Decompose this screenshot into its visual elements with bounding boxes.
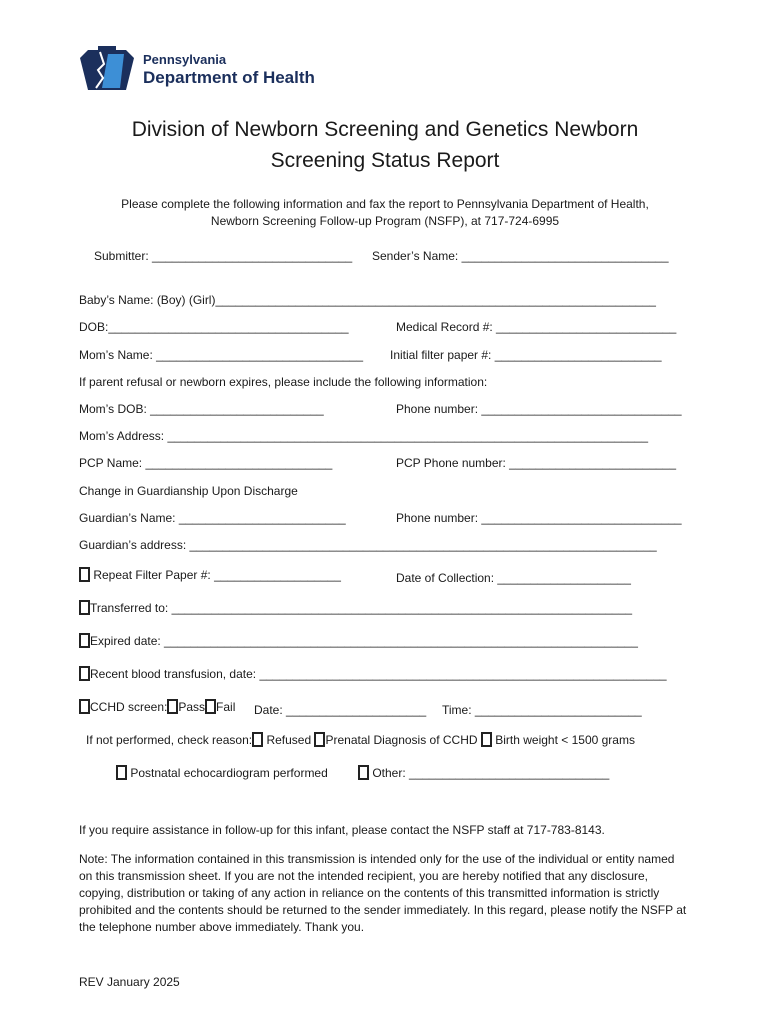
pcp-name-field[interactable]: PCP Name: ____________________________ — [79, 456, 333, 470]
moms-name-field[interactable]: Mom’s Name: _______________________________ — [79, 348, 364, 362]
postnatal-row — [116, 765, 328, 780]
pass-label: Pass — [178, 700, 206, 714]
moms-dob-field[interactable]: Mom’s DOB: __________________________ — [79, 402, 324, 416]
expired-checkbox[interactable] — [79, 633, 90, 648]
fail-label: Fail — [216, 700, 236, 714]
expired-label: Expired date: _______________________________________________________________________ — [90, 634, 638, 648]
cchd-checkbox[interactable] — [79, 699, 90, 714]
cchd-date-field[interactable]: Date: _____________________ — [254, 703, 427, 717]
other-label: Other: ______________________________ — [372, 766, 610, 780]
guardianship-label: Change in Guardianship Upon Discharge — [79, 484, 298, 498]
fail-checkbox[interactable] — [205, 699, 216, 714]
parent-refusal-label: If parent refusal or newborn expires, please include the following information: — [79, 375, 488, 389]
other-row — [358, 765, 609, 780]
repeat-filter-checkbox[interactable] — [79, 567, 90, 582]
postnatal-checkbox[interactable] — [116, 765, 127, 780]
medical-record-field[interactable]: Medical Record #: ___________________________ — [396, 320, 677, 334]
logo-line1: Pennsylvania — [143, 52, 227, 67]
not-performed-row — [86, 732, 635, 747]
postnatal-label: Postnatal echocardiogram performed — [130, 766, 328, 780]
blood-transfusion-label: Recent blood transfusion, date: _____________________________________________________________ — [90, 667, 667, 681]
initial-filter-field[interactable]: Initial filter paper #: _________________________ — [390, 348, 662, 362]
repeat-filter-label: Repeat Filter Paper #: ___________________ — [93, 568, 341, 582]
birth-weight-label: Birth weight < 1500 grams — [495, 733, 635, 747]
transferred-checkbox[interactable] — [79, 600, 90, 615]
transferred-row — [79, 600, 632, 615]
refused-checkbox[interactable] — [252, 732, 263, 747]
cchd-row — [79, 699, 235, 714]
blood-transfusion-row — [79, 666, 667, 681]
pcp-phone-field[interactable]: PCP Phone number: _________________________ — [396, 456, 677, 470]
expired-row — [79, 633, 638, 648]
page-title-line1: Division of Newborn Screening and Genetics Newborn — [131, 118, 639, 141]
assistance-text: If you require assistance in follow-up for this infant, please contact the NSFP staff at 717-783-8143. — [79, 823, 605, 837]
keystone-icon — [78, 44, 138, 94]
moms-address-field[interactable]: Mom’s Address: ________________________________________________________________________ — [79, 429, 648, 443]
senders-name-field[interactable]: Sender’s Name: _______________________________ — [372, 249, 669, 263]
pass-checkbox[interactable] — [167, 699, 178, 714]
blood-transfusion-checkbox[interactable] — [79, 666, 90, 681]
prenatal-checkbox[interactable] — [314, 732, 325, 747]
date-of-collection-field[interactable]: Date of Collection: ____________________ — [396, 571, 631, 585]
dob-field[interactable]: DOB:____________________________________ — [79, 320, 349, 334]
transferred-label: Transferred to: _____________________________________________________________________ — [90, 601, 633, 615]
babys-name-field[interactable]: Baby’s Name: (Boy) (Girl)__________________________________________________________________ — [79, 293, 656, 307]
cchd-label: CCHD screen: — [90, 700, 168, 714]
pa-doh-logo — [78, 44, 338, 94]
other-checkbox[interactable] — [358, 765, 369, 780]
intro-line2: Newborn Screening Follow-up Program (NSFP), at 717-724-6995 — [210, 214, 560, 228]
birth-weight-checkbox[interactable] — [481, 732, 492, 747]
guardians-address-field[interactable]: Guardian’s address: ______________________________________________________________________ — [79, 538, 657, 552]
not-performed-label: If not performed, check reason: — [86, 733, 253, 747]
page-title-line2: Screening Status Report — [270, 149, 500, 172]
phone-number-field-2[interactable]: Phone number: ______________________________ — [396, 511, 682, 525]
logo-line2: Department of Health — [143, 68, 315, 87]
cchd-time-field[interactable]: Time: _________________________ — [442, 703, 642, 717]
confidentiality-note: Note: The information contained in this transmission is intended only for the use of the individual or entity named on this transmission sheet. If you are not the intended recipient, you are hereby notified that any disclosure, copying, distribution or taking of any action in reliance on the contents of this transmitted information is strictly prohibited and the contents should be returned to the sender immediately. In this regard, please notify the NSFP at the telephone number above immediately. Thank you. — [79, 852, 687, 934]
revision-label: REV January 2025 — [79, 975, 180, 989]
guardians-name-field[interactable]: Guardian’s Name: _________________________ — [79, 511, 346, 525]
phone-number-field-1[interactable]: Phone number: ______________________________ — [396, 402, 682, 416]
refused-label: Refused — [266, 733, 312, 747]
submitter-field[interactable]: Submitter: ______________________________ — [94, 249, 353, 263]
repeat-filter-row — [79, 567, 341, 582]
prenatal-label: Prenatal Diagnosis of CCHD — [325, 733, 478, 747]
intro-line1: Please complete the following information and fax the report to Pennsylvania Department of Health, — [121, 197, 649, 211]
